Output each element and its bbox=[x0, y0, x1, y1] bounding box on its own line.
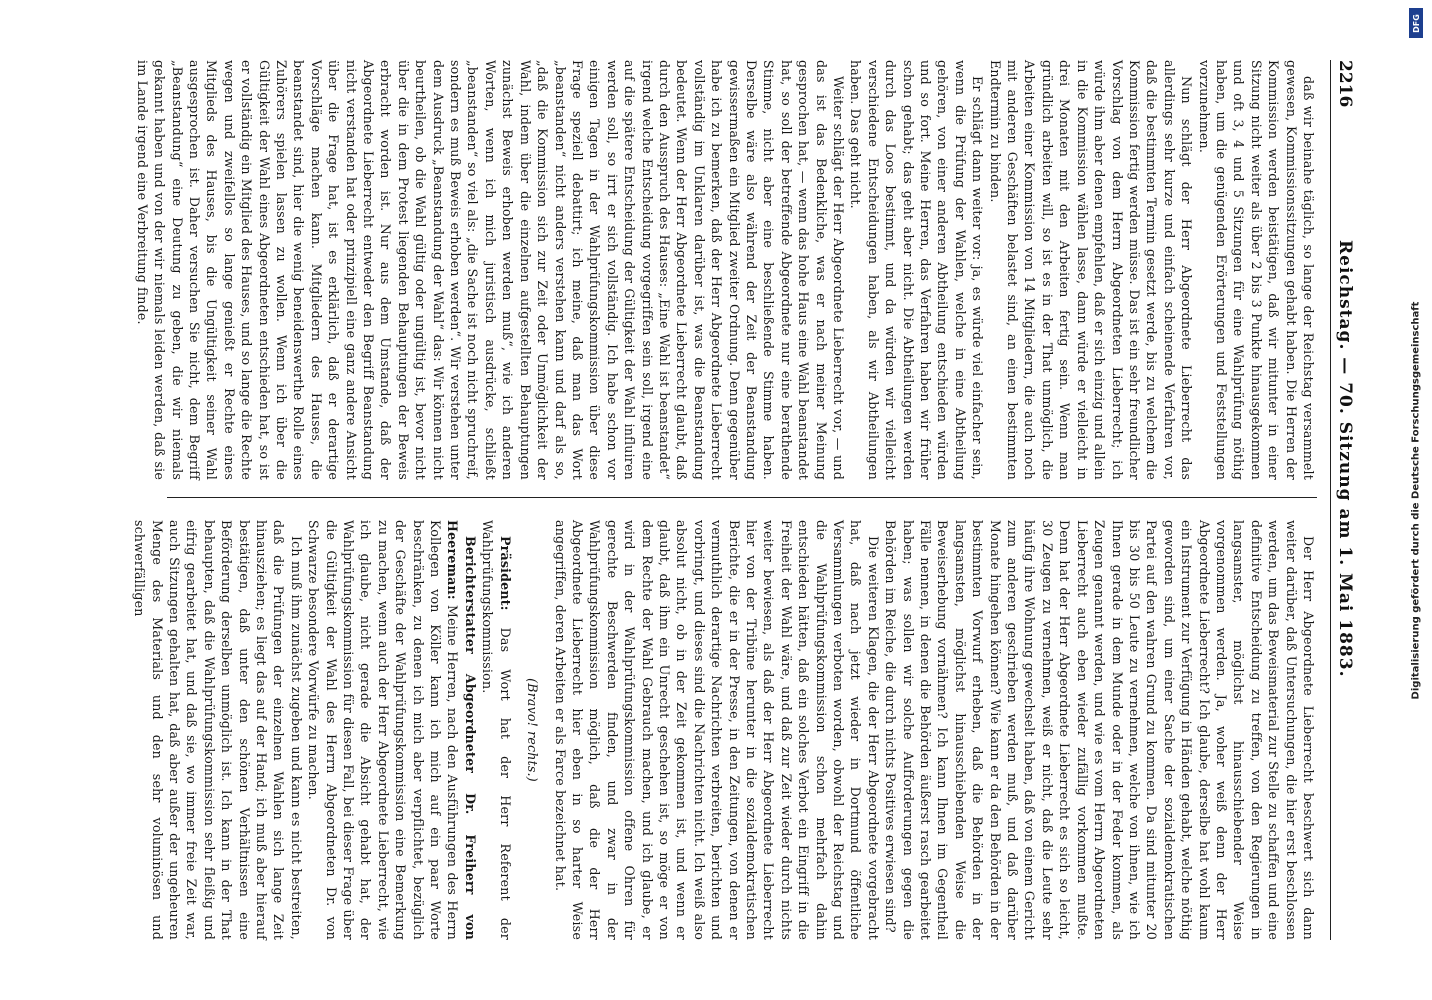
paragraph: daß wir beinahe täglich, so lange der Reichstag versammelt gewesen, Kommissionssitzungen gehabt haben. Die Herren der Kommission werden beistätigen, daß wir mitunter in einer Sitzung nicht weiter als über 2 bis 3 Punkte hinausgekommen und oft 3, 4 und 5 Sitzungen für eine Wahlprüfung nöthig haben, um die genügenden Erörterungen und Feststellungen vorzunehmen. bbox=[1196, 60, 1316, 480]
paragraph: Der Herr Abgeordnete Lieberrecht beschwert sich dann weiter darüber, daß Untersuchungen, die hier erst beschlossen werden, um das Beweismaterial zur Stelle zu schaffen und eine definitive Entscheidung zu treffen, von den Regierungen in langsamster, möglichst hinausschiebender Weise vorgenommen werden. Ja, woher weiß denn der Herr Abgeordnete Lieberrecht? Ich glaube, derselbe hat wohl kaum ein Instrument zur Verfügung in Händen gehabt, welche nöthig geworden sind, um einer Sache der sozialdemokratischen Partei auf den wahren Grund zu kommen. Da sind mitunter 20 bis 30 bis 50 Leute zu vernehmen, welche von ihnen, wie ich Ihnen gerade in dem Munde oder in der Feder kommen, als Zeugen genannt werden, und wie es vom Herrn Abgeordneten Lieberrecht auch eben wieder zufällig vorkommen mußte. Denn hat der Herr Abgeordnete Lieberrecht es sich so leicht, 30 Zeugen zu vernehmen, weiß er nicht, daß die Leute sehr häufig ihre Wohnung gewechselt haben, daß von einem Gericht zum anderen geschrieben werden muß, und daß darüber Monate hingehen können? Wie kann er da den Behörden in der bestimmten Vorwurf erheben, daß die Behörden in der langsamsten, möglichst hinausschiebenden Weise die Beweiserhebung vornähmen? Ich kann Ihnen im Gegentheil Fälle nennen, in denen die Behörden äußerst rasch gearbeitet haben; was sollen wir solche Aufforderungen gegen die Behörden im Reiche, die durch nichts Positives erwiesen sind? bbox=[883, 520, 1316, 940]
reporter-label: Berichterstatter Abgeordneter Dr. Freiherr von Heereman: bbox=[445, 520, 478, 940]
applause-note: (Bravo! rechts.) bbox=[525, 678, 541, 782]
paragraph: Ich muß ihm zunächst zugeben und kann es nicht bestreiten, daß die Prüfungen der einzelnen Wahlen sich lange Zeit hinausziehen; es liegt das auf der Hand; ich muß aber hierauf bestätigen, daß unter den schönen Verhältnissen eine Beförderung derselben unmöglich ist. Ich kann in der That behaupten, daß die Wahlprüfungskommission sehr fleißig und eifrig gearbeitet hat, und daß sie, wo immer freie Zeit war, auch Sitzungen gehalten hat, daß aber außer der ungeheuren Menge des Materials und den sehr voluminösen und schwerfälligen bbox=[132, 520, 304, 940]
running-title: Reichstag. — 70. Sitzung am 1. Mai 1883. bbox=[1335, 240, 1355, 678]
column-divider bbox=[167, 497, 1317, 498]
reporter-text: Meine Herren, nach den Ausführungen des Herrn Kollegen von Köller kann ich mich auf ein paar Worte beschränken, zu denen ich mich aber verpflichtet, bezüglich der Geschäfte der Wahlprüfungskommission eine Bemerkung zu machen, wenn auch der Herr Abgeordnete Lieberrecht, wie ich glaube, nicht gerade die Absicht gehabt hat, der Wahlprüfungskommission für diesen Fall, bei dieser Frage über die Gültigkeit der Wahl des Herrn Abgeordneten Dr. von Schwarze besondere Vorwürfe zu machen. bbox=[306, 520, 461, 940]
page-header bbox=[1327, 60, 1355, 940]
president-label: Präsident: bbox=[497, 536, 513, 611]
digitization-sidebar bbox=[1400, 0, 1432, 1000]
president-statement bbox=[479, 520, 514, 940]
header-rule bbox=[1330, 60, 1331, 940]
paragraph: Die weiteren Klagen, die der Herr Abgeordnete vorgebracht hat, daß nach jetzt wieder in Dortmund öffentliche Versammlungen verboten worden, obwohl der Reichstag und die Wahlprüfungskommission schon mehrfach dahin entschieden hätten, daß ein solches Verbot ein Eingriff in die Freiheit der Wahl wäre, und daß zur Zeit wieder durch nichts weiter bewiesen, als daß der Herr Abgeordnete Lieberrecht hier von der Tribüne herunter in die sozialdemokratischen Berichte, die er in der Presse, in den Zeitungen, von denen er vermuthlich derartige Nachrichten verbreiten, berichten und vorbringt, und dieses sind die Nachrichten nicht. Ich weiß also absolut nicht, ob in der Zeit gekommen ist, und wenn er glaubt, daß ihm ein Unrecht geschehen ist, so möge er von dem Rechte der Wahl Gebrauch machen, und ich glaube, er wird in der Wahlprüfungskommission offene Ohren für gerechte Beschwerden finden, und zwar in der Wahlprüfungskommission möglich, daß die der Herr Abgeordnete Lieberrecht hier eben in so harter Weise angegriffen, deren Arbeiten er als Farce bezeichnet hat. bbox=[552, 520, 881, 940]
right-column bbox=[131, 520, 1317, 940]
paragraph: Nun schlägt der Herr Abgeordnete Lieberrecht das allerdings sehr kurze und einfach scheinende Verfahren vor, daß die bestimmten Termin gesetzt werde, bis zu welchem die Kommission fertig werden müsse. Das ist ein sehr freundlicher Vorschlag von dem Herrn Abgeordneten Lieberrecht; ich würde ihm aber denen empfehlen, daß er sich einzig und allein in die Kommission wählen lasse, dann würde er vielleicht in drei Monaten mit den Arbeiten fertig sein. Wenn man gründlich arbeiten will, so ist es in der That unmöglich, die Arbeiten einer Kommission von 14 Mitgliedern, die auch noch mit anderen Geschäften belastet sind, an einen bestimmten Endtermin zu binden. bbox=[987, 60, 1195, 480]
left-column bbox=[133, 60, 1317, 480]
reporter-intro bbox=[305, 520, 479, 940]
paragraph: Er schlägt dann weiter vor: ja, es würde viel einfacher sein, wenn die Prüfung der Wahlen, welche in eine Abtheilung gehören, von einer anderen Abtheilung entschieden würden und so fort. Meine Herren, das Verfahren haben wir früher schon gehabt; das geht aber nicht. Die Abtheilungen werden durch das Loos bestimmt, und da würden wir vielleicht verschiedene Entscheidungen haben, als wir Abtheilungen haben. Das geht nicht. bbox=[848, 60, 986, 480]
dfg-logo: DFG bbox=[1409, 8, 1423, 38]
digitization-note: Digitalisierung gefördert durch die Deutsche Forschungsgemeinschaft bbox=[1410, 301, 1422, 699]
page-number: 2216 bbox=[1335, 60, 1355, 108]
president-text: Das Wort hat der Herr Referent der Wahlprüfungskommission. bbox=[480, 520, 513, 940]
paragraph: Weiter schlägt der Herr Abgeordnete Lieberrecht vor, — und das ist das Bedenkliche, was er nach meiner Meinung gesprochen hat, — wenn das hohe Haus eine Wahl beanstandet hat, so soll der betreffende Abgeordnete nur eine berathende Stimme, nicht aber eine beschließende Stimme haben. Derselbe wäre also während der Zeit der Beanstandung gewissermaßen ein Mitglied zweiter Ordnung. Denn gegenüber habe ich zu bemerken, daß der Herr Abgeordnete Lieberrecht vollständig im Unklaren darüber ist, was die Beanstandung bedeutet. Wenn der Herr Abgeordnete Lieberrecht glaubt, daß durch den Ausspruch des Hauses: „Eine Wahl ist beanstandet“ irgend welche Entscheidung vorgegriffen sein soll, irgend eine auf die spätere Entscheidung der Gültigkeit der Wahl influiren werden soll, so irrt er sich vollständig. Ich habe schon vor einigen Tagen in der Wahlprüfungskommission über diese Frage speziell debattirt; ich meine, daß man das Wort „beanstanden“ nicht anders verstehen kann und darf als so, „daß die Kommission sich zur Zeit oder Unmöglichkeit der Wahl, indem über die einzelnen aufgestellten Behauptungen zunächst Beweis erhoben werden muß“, wie ich anderen Worten, wenn ich mich juristisch ausdrücke, schließt „beanstanden“ so viel als: „die Sache ist noch nicht spruchreif, sondern es muß Beweis erhoben werden“. Wir verstehen unter dem Ausdruck „Beanstandung der Wahl“ das: Wir können nicht beurtheilen, ob die Wahl gültig oder ungültig ist, bevor nicht über die in dem Protest liegenden Behauptungen der Beweis erbracht worden ist. Nur aus dem Umstande, daß der Abgeordnete Lieberrecht entweder den Begriff Beanstandung nicht verstanden hat oder prinzipiell eine ganz andere Ansicht über die Frage hat, ist es erklärlich, daß er derartige Vorschläge machen kann. Mitgliedern des Hauses, die beanstandet sind, hier die wenig beneidenswerthe Rolle eines Zuhörers spielen lassen zu wollen. Wenn ich über die Gültigkeit der Wahl eines Abgeordneten entschieden hat, so ist er vollständig ein Mitglied des Hauses, und so lange die Rechte wegen und zweifellos so lange genießt er Rechte eines Mitglieds des Hauses, bis die Ungültigkeit seiner Wahl ausgesprochen ist. Daher versuchen Sie nicht, dem Begriff „Beanstandung“ eine Deutung zu geben, die wir niemals gekannt haben und von der wir niemals leiden werden, daß sie im Lande irgend eine Verbreitung finde. bbox=[134, 60, 847, 480]
